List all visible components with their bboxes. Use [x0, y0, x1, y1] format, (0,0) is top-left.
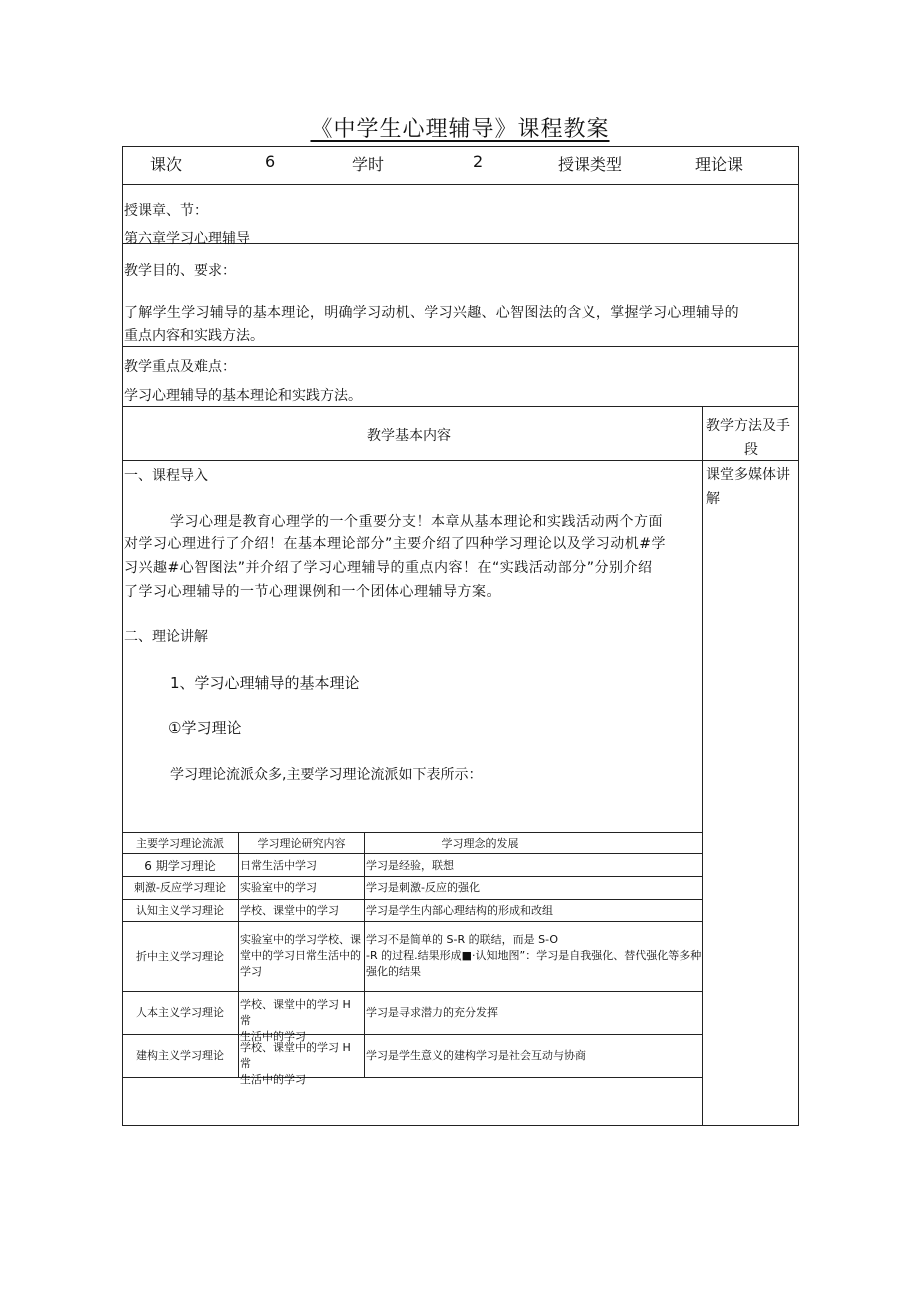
theory-table-cell-school: 刺激-反应学习理论 [134, 880, 226, 894]
theory-table-cell-idea: 学习是学生内部心理结构的形成和改组 [366, 903, 553, 917]
chapter-value: 第六章学习心理辅导 [124, 231, 250, 247]
theory-table-cell-idea: 学习是学生意义的建构学习是社会互动与协商 [366, 1049, 586, 1062]
theory-table-bottom [122, 1077, 703, 1078]
theory-table-cell-school: 人本主义学习理论 [136, 1006, 224, 1019]
lesson-label: 课次 [150, 155, 183, 174]
document-title [0, 112, 920, 143]
hours-value: 2 [473, 152, 484, 171]
intro-paragraph-line4: 了学习心理辅导的一节心理课例和一个团体心理辅导方案。 [124, 584, 501, 600]
theory-table-cell-content [240, 932, 362, 980]
frame-top-line [122, 146, 799, 147]
focus-label: 教学重点及难点： [124, 359, 236, 375]
theory-table-cell-idea: 学习是经验，联想 [366, 858, 454, 872]
intro-paragraph-line2: 对学习心理进行了介绍！在基本理论部分”主要介绍了四种学习理论以及学习动机#学 [124, 536, 666, 552]
theory-table-header: 主要学习理论流派 [136, 836, 224, 850]
lesson-value: 6 [265, 152, 276, 171]
subsection-1-heading: 1、学习心理辅导的基本理论 [170, 674, 360, 692]
method-line2: 解 [706, 491, 720, 507]
theory-table-cell-line: -R 的过程.结果形成■·认知地图”：学习是自我强化、替代强化等多种 [366, 949, 702, 962]
frame-bottom-line [122, 1125, 799, 1126]
theory-table-cell-line: 堂中的学习日常生活中的 [240, 949, 361, 962]
theory-table-cell-content [240, 1040, 362, 1088]
theory-table-cell-line: 学习不是简单的 S-R 的联结，而是 S-O [366, 933, 558, 946]
theory-table-cell-content: 学校、课堂中的学习 [240, 903, 339, 917]
divider-header [122, 184, 799, 185]
objectives-label: 教学目的、要求： [124, 263, 236, 279]
theory-table-cell-line: 生活中的学习 [240, 1030, 306, 1043]
objectives-line2: 重点内容和实践方法。 [124, 328, 264, 344]
frame-right-line [798, 146, 799, 1126]
method-header-line2: 段 [744, 442, 758, 458]
theory-table-cell-content: 实验室中的学习 [240, 880, 317, 894]
theory-table-cell-school: 认知主义学习理论 [136, 903, 224, 917]
method-header-line1: 教学方法及手 [706, 418, 790, 434]
type-value: 理论课 [695, 155, 744, 174]
focus-value: 学习心理辅导的基本理论和实践方法。 [124, 388, 362, 404]
theory-table-cell-line: 强化的结果 [366, 965, 421, 978]
theory-table-col-line [364, 832, 365, 1078]
chapter-label: 授课章、节： [124, 203, 208, 219]
theory-table-cell-idea [366, 932, 700, 980]
theory-table-header: 学习理论研究内容 [257, 836, 346, 850]
intro-paragraph-line1: 学习心理是教育心理学的一个重要分支！本章从基本理论和实践活动两个方面 [170, 514, 663, 530]
theory-table-cell-idea: 学习是刺激-反应的强化 [366, 880, 480, 894]
theory-table-col-line [238, 832, 239, 1078]
hours-label: 学时 [352, 155, 385, 174]
divider-objectives [122, 346, 799, 347]
document-title-text: 《中学生心理辅导》课程教案 [310, 117, 610, 142]
theory-intro-text: 学习理论流派众多,主要学习理论流派如下表所示： [170, 767, 483, 783]
subsection-1a-heading: ①学习理论 [168, 719, 242, 737]
section1-heading: 一、课程导入 [124, 468, 208, 484]
method-line1: 课堂多媒体讲 [706, 467, 790, 483]
theory-table-cell-content [240, 997, 362, 1045]
intro-paragraph-line3: 习兴趣#心智图法”并介绍了学习心理辅导的重点内容！在“实践活动部分”分别介绍 [124, 560, 653, 576]
type-label: 授课类型 [558, 155, 623, 174]
theory-table-cell-content: 日常生活中学习 [240, 858, 317, 872]
theory-table-cell-line: 学校、课堂中的学习 H 常 [240, 998, 351, 1027]
theory-table-cell-school: 折中主义学习理论 [136, 949, 224, 963]
content-header-main: 教学基本内容 [367, 428, 451, 444]
divider-content-header [122, 460, 799, 461]
theory-table-top [122, 832, 703, 833]
theory-table-cell-school: 6 期学习理论 [144, 858, 216, 873]
divider-focus [122, 406, 799, 407]
divider-method-column [702, 406, 703, 1126]
theory-table-cell-school: 建构主义学习理论 [136, 1049, 224, 1062]
theory-table-cell-line: 实验室中的学习学校、课 [240, 933, 361, 946]
theory-table-line [122, 853, 703, 854]
theory-table-header: 学习理念的发展 [441, 836, 519, 850]
theory-table-cell-line: 学习 [240, 965, 262, 978]
theory-table-cell-line: 生活中的学习 [240, 1073, 306, 1086]
objectives-line1: 了解学生学习辅导的基本理论，明确学习动机、学习兴趣、心智图法的含义，掌握学习心理辅导的 [124, 305, 739, 321]
theory-table-cell-idea: 学习是寻求潜力的充分发挥 [366, 1006, 498, 1019]
theory-table-cell-line: 学校、课堂中的学习 H 常 [240, 1041, 351, 1070]
section2-heading: 二、理论讲解 [124, 629, 208, 645]
